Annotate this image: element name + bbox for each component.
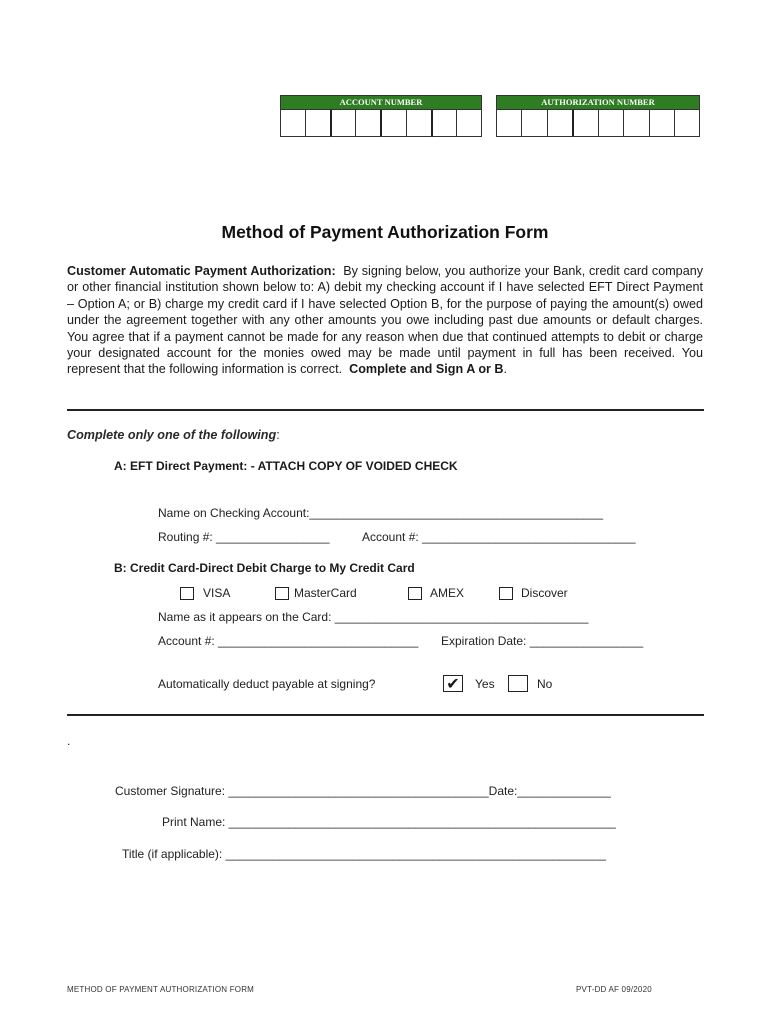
no-checkbox[interactable] — [508, 675, 528, 692]
authorization-number-cell[interactable] — [599, 110, 624, 137]
authorization-number-grid — [496, 95, 700, 137]
authorization-number-header: AUTHORIZATION NUMBER — [496, 95, 700, 110]
choose-one-label — [67, 428, 280, 442]
footer-right: PVT-DD AF 09/2020 — [576, 985, 652, 994]
account-number-grid — [280, 95, 482, 137]
card-account-number-field[interactable]: Account #: ______________________________ — [158, 634, 419, 648]
account-number-cell[interactable] — [382, 110, 407, 137]
visa-label: VISA — [203, 586, 231, 600]
check-mark-icon: ✔ — [446, 674, 460, 693]
name-on-card-field[interactable]: Name as it appears on the Card: ______________________________________ — [158, 610, 589, 624]
yes-label: Yes — [475, 677, 495, 691]
checking-account-number-field[interactable]: Account #: ________________________________ — [362, 530, 636, 544]
title-field[interactable]: Title (if applicable): _________________________________________________________ — [122, 847, 607, 861]
divider-bottom — [67, 714, 704, 716]
mastercard-label: MasterCard — [294, 586, 357, 600]
footer-left: METHOD OF PAYMENT AUTHORIZATION FORM — [67, 985, 255, 994]
customer-signature-field[interactable]: Customer Signature: _______________________________________Date:______________ — [115, 784, 611, 798]
expiration-date-field[interactable]: Expiration Date: _________________ — [441, 634, 644, 648]
account-number-cell[interactable] — [281, 110, 306, 137]
discover-checkbox[interactable] — [499, 587, 513, 600]
visa-checkbox[interactable] — [180, 587, 194, 600]
intro-paragraph — [67, 263, 703, 378]
name-on-checking-field[interactable]: Name on Checking Account:____________________________________________ — [158, 506, 604, 520]
choose-one-colon: : — [276, 428, 280, 442]
account-number-cell[interactable] — [306, 110, 332, 137]
authorization-number-cell[interactable] — [624, 110, 649, 137]
stray-dot: . — [67, 734, 71, 748]
discover-label: Discover — [521, 586, 568, 600]
intro-period: . — [503, 362, 508, 377]
account-number-cell[interactable] — [457, 110, 482, 137]
print-name-field[interactable]: Print Name: __________________________________________________________ — [162, 815, 616, 829]
authorization-number-cell[interactable] — [522, 110, 547, 137]
no-label: No — [537, 677, 553, 691]
routing-number-field[interactable]: Routing #: _________________ — [158, 530, 330, 544]
account-number-cell[interactable] — [332, 110, 357, 137]
account-number-cell[interactable] — [407, 110, 433, 137]
account-number-header: ACCOUNT NUMBER — [280, 95, 482, 110]
mastercard-checkbox[interactable] — [275, 587, 289, 600]
amex-label: AMEX — [430, 586, 465, 600]
divider-top — [67, 409, 704, 411]
option-a-heading: A: EFT Direct Payment: - ATTACH COPY OF VOIDED CHECK — [114, 459, 458, 473]
account-number-cell[interactable] — [433, 110, 458, 137]
intro-lead: Customer Automatic Payment Authorization: — [67, 264, 336, 278]
auto-deduct-question: Automatically deduct payable at signing? — [158, 677, 376, 691]
intro-body: By signing below, you authorize your Bank, credit card company or other financial institution shown below to: A) debit my checking account if I have selected EFT Direct Payment – Option A; or B) charge my credit card if I have selected Option B, for the purpose of paying the amount(s) owed under the agreement together with any other amounts you owe including past due amounts or default charges. You agree that if a payment cannot be made for any reason when due that continued attempts to debit or charge your designated account for the monies owed may be made until payment in full has been received. You represent that the following information is correct. — [67, 264, 703, 377]
account-number-cell[interactable] — [356, 110, 382, 137]
authorization-number-cell[interactable] — [497, 110, 522, 137]
choose-one-text: Complete only one of the following — [67, 428, 277, 442]
option-b-heading: B: Credit Card-Direct Debit Charge to My Credit Card — [114, 561, 415, 575]
authorization-number-cell[interactable] — [548, 110, 574, 137]
intro-closing: Complete and Sign A or B — [349, 362, 504, 377]
amex-checkbox[interactable] — [408, 587, 422, 600]
page-title: Method of Payment Authorization Form — [221, 222, 549, 242]
yes-checkbox[interactable] — [443, 675, 463, 692]
authorization-number-cell[interactable] — [675, 110, 700, 137]
authorization-number-cell[interactable] — [650, 110, 675, 137]
authorization-number-cell[interactable] — [574, 110, 599, 137]
